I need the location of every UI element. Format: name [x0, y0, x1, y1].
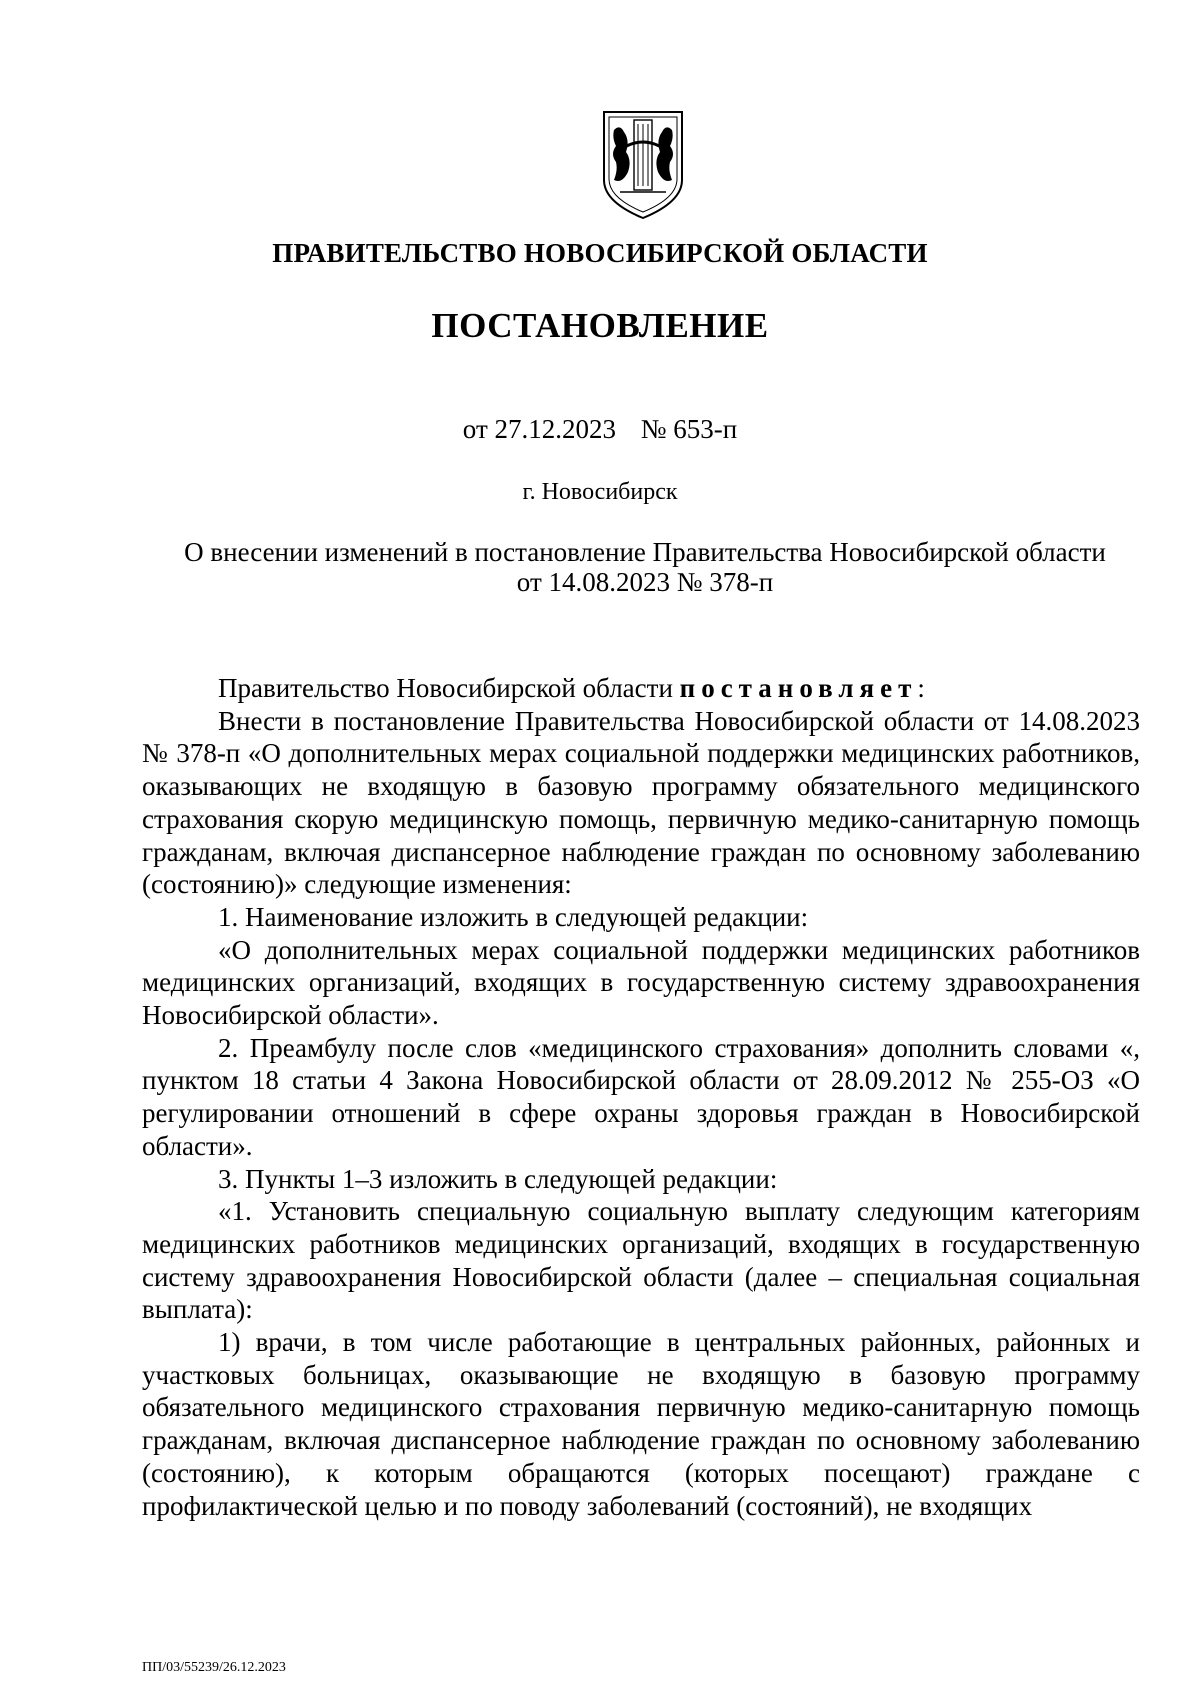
coat-of-arms-icon	[600, 110, 686, 220]
body-paragraph: Внести в постановление Правительства Новосибирской области от 14.08.2023 № 378-п «О дополнительных мерах социальной поддержки медицинских работников, оказывающих не входящую в базовую программу обязательного медицинского страхования скорую медицинскую помощь, первичную медико-санитарную помощь гражданам, включая диспансерное наблюдение граждан по основному заболеванию (состоянию)» следующие изменения:	[142, 705, 1140, 900]
document-number: № 653-п	[640, 414, 738, 444]
footer-doc-code: ПП/03/55239/26.12.2023	[142, 1660, 286, 1675]
body-paragraph: 2. Преамбулу после слов «медицинского страхования» дополнить словами «, пунктом 18 статьи 4 Закона Новосибирской области от 28.09.2012 № 255-ОЗ «О регулировании отношений в сфере охраны здоровья граждан в Новосибирской области».	[142, 1032, 1140, 1161]
subject-line-2: от 14.08.2023 № 378-п	[516, 567, 774, 597]
organization-name: ПРАВИТЕЛЬСТВО НОВОСИБИРСКОЙ ОБЛАСТИ	[272, 238, 928, 268]
document-body	[142, 672, 1140, 1522]
body-paragraph: 1. Наименование изложить в следующей редакции:	[218, 901, 809, 932]
decree-intro	[142, 672, 1140, 705]
decree-word: постановляет	[679, 673, 918, 703]
body-paragraph: 1) врачи, в том числе работающие в центральных районных, районных и участковых больницах, оказывающие не входящую в базовую программу обязательного медицинского страхования первичную медико-санитарную помощь гражданам, включая диспансерное наблюдение граждан по основному заболеванию (состоянию), к которым обращаются (которых посещают) граждане с профилактической целью и по поводу заболеваний (состояний), не входящих	[142, 1327, 1140, 1521]
intro-prefix: Правительство Новосибирской области	[218, 673, 680, 703]
document-type: ПОСТАНОВЛЕНИЕ	[431, 306, 769, 345]
document-date: от 27.12.2023	[462, 414, 616, 444]
document-city: г. Новосибирск	[522, 479, 678, 505]
intro-suffix: :	[917, 673, 925, 703]
document-subject	[150, 537, 1140, 597]
body-paragraph: 3. Пункты 1–3 изложить в следующей редакции:	[218, 1163, 778, 1194]
document-date-number	[0, 414, 1200, 445]
subject-line-1: О внесении изменений в постановление Правительства Новосибирской области	[184, 537, 1106, 567]
body-paragraph: «1. Установить специальную социальную выплату следующим категориям медицинских работников медицинских организаций, входящих в государственную систему здравоохранения Новосибирской области (далее – специальная социальная выплата):	[142, 1196, 1140, 1325]
body-paragraph: «О дополнительных мерах социальной поддержки медицинских работников медицинских организаций, входящих в государственную систему здравоохранения Новосибирской области».	[142, 934, 1140, 1031]
